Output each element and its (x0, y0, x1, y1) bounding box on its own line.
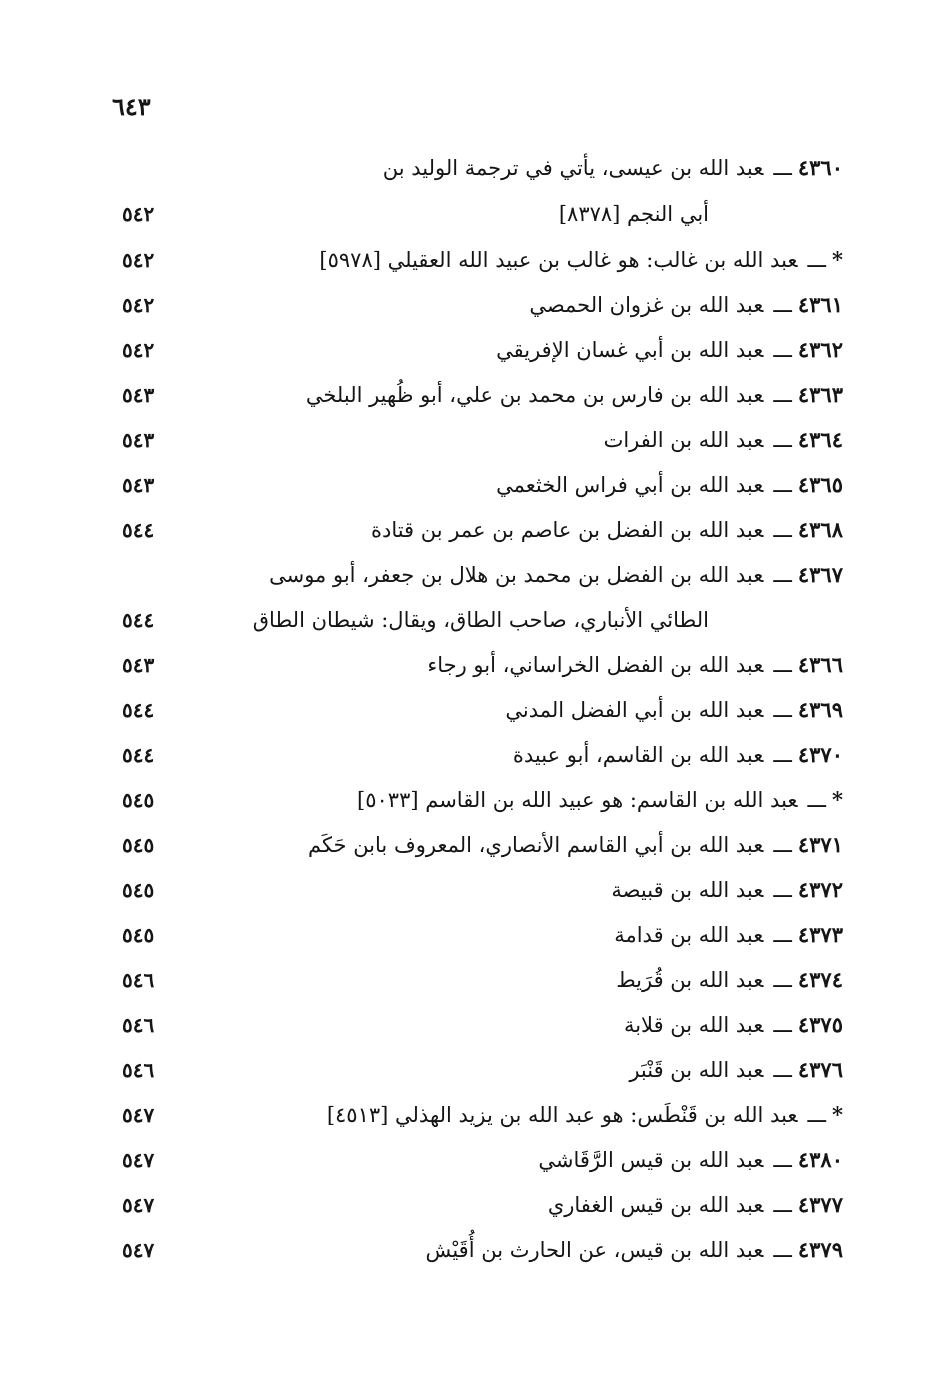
entry-number: ٤٣٦٨ (797, 517, 843, 542)
entry-number: ٤٣٧١ (797, 832, 843, 857)
entry-dash: ـــ (773, 1193, 792, 1217)
list-item (0, 780, 939, 820)
entry-title: عبد الله بن قَنْطَس: هو عبد الله بن يزيد الهذلي [٤٥١٣] (326, 1103, 798, 1127)
entry-dash: ـــ (807, 788, 827, 812)
entry-dash: ـــ (773, 1013, 792, 1037)
list-item (0, 420, 939, 460)
entry-title: عبد الله بن الفضل بن محمد بن هلال بن جعفر، أبو موسى (269, 563, 764, 587)
entry-title: عبد الله بن أبي فراس الخثعمي (496, 473, 764, 497)
entry-title: عبد الله بن قيس، عن الحارث بن أُقَيْش (425, 1238, 764, 1262)
entry-dash: ـــ (773, 338, 792, 362)
page-reference: ٥٤٦ (122, 1058, 155, 1082)
entry-title: عبد الله بن القاسم، أبو عبيدة (512, 743, 764, 767)
entry-title: عبد الله بن أبي غسان الإفريقي (496, 338, 764, 362)
entry-title-continued: أبي النجم [٨٣٧٨] (558, 202, 709, 226)
entry-number: ٤٣٧٧ (797, 1192, 843, 1217)
entry-title: عبد الله بن فارس بن محمد بن علي، أبو ظُهير البلخي (305, 383, 764, 407)
list-item (0, 690, 939, 730)
cross-reference-star: * (832, 787, 843, 812)
page-reference: ٥٤٣ (122, 428, 155, 452)
entry-dash: ـــ (773, 968, 792, 992)
page-reference: ٥٤٦ (122, 968, 155, 992)
entry-dash: ـــ (773, 1238, 792, 1262)
entry-title: عبد الله بن قيس الرَّقَاشي (538, 1148, 764, 1172)
list-item (0, 1050, 939, 1090)
list-item (0, 1185, 939, 1225)
entry-number: ٤٣٦٥ (797, 472, 843, 497)
entry-title: عبد الله بن غزوان الحمصي (529, 293, 764, 317)
entry-title: عبد الله بن أبي القاسم الأنصاري، المعروف بابن حَكَم (307, 833, 764, 857)
entry-dash: ـــ (807, 248, 827, 272)
entry-title: عبد الله بن الفضل الخراساني، أبو رجاء (427, 653, 764, 677)
page-reference: ٥٤٥ (122, 788, 155, 812)
entry-number: ٤٣٨٠ (797, 1147, 843, 1172)
entry-number: ٤٣٦٩ (797, 697, 843, 722)
page-reference: ٥٤٣ (122, 383, 155, 407)
page-reference: ٥٤٣ (122, 653, 155, 677)
entry-number: ٤٣٧٤ (797, 967, 843, 992)
list-item (0, 555, 939, 595)
cross-reference-star: * (832, 1102, 843, 1127)
entry-number: ٤٣٧٦ (797, 1057, 843, 1082)
entry-title: عبد الله بن قبيصة (611, 878, 764, 902)
page-reference: ٥٤٤ (122, 743, 155, 767)
entry-number: ٤٣٧٩ (797, 1237, 843, 1262)
entry-title: عبد الله بن قُرَيط (616, 968, 764, 992)
entry-dash: ـــ (773, 1148, 792, 1172)
entry-title: عبد الله بن القاسم: هو عبيد الله بن القاسم [٥٠٣٣] (357, 788, 798, 812)
entry-dash: ـــ (807, 1103, 827, 1127)
list-item (0, 1095, 939, 1135)
entry-dash: ـــ (773, 518, 792, 542)
entry-number: ٤٣٦٧ (797, 562, 843, 587)
entry-dash: ـــ (773, 563, 792, 587)
page-reference: ٥٤٦ (122, 1013, 155, 1037)
page-reference: ٥٤٥ (122, 923, 155, 947)
entry-title: عبد الله بن أبي الفضل المدني (505, 698, 764, 722)
entry-number: ٤٣٦٠ (797, 155, 843, 180)
entry-title: عبد الله بن قدامة (614, 923, 764, 947)
page-reference: ٥٤٢ (122, 293, 155, 317)
entry-title-continued: الطائي الأنباري، صاحب الطاق، ويقال: شيطان الطاق (252, 608, 709, 632)
entry-title: عبد الله بن قلابة (623, 1013, 764, 1037)
entry-dash: ـــ (773, 428, 792, 452)
list-item (0, 825, 939, 865)
page-reference: ٥٤٤ (122, 518, 155, 542)
page-reference: ٥٤٢ (122, 338, 155, 362)
entry-title: عبد الله بن قيس الغفاري (547, 1193, 764, 1217)
entry-dash: ـــ (773, 698, 792, 722)
page-reference: ٥٤٧ (122, 1148, 155, 1172)
entry-title: عبد الله بن غالب: هو غالب بن عبيد الله العقيلي [٥٩٧٨] (319, 248, 798, 272)
page-reference: ٥٤٢ (122, 202, 155, 226)
entry-dash: ـــ (773, 293, 792, 317)
list-item (0, 285, 939, 325)
list-item (0, 915, 939, 955)
page-reference: ٥٤٧ (122, 1193, 155, 1217)
list-item (0, 240, 939, 280)
cross-reference-star: * (832, 247, 843, 272)
list-item (0, 870, 939, 910)
entry-number: ٤٣٧٢ (797, 877, 843, 902)
entry-number: ٤٣٦١ (797, 292, 843, 317)
page-reference: ٥٤٣ (122, 473, 155, 497)
entry-dash: ـــ (773, 833, 792, 857)
page-reference: ٥٤٧ (122, 1103, 155, 1127)
list-item (0, 645, 939, 685)
entry-title: عبد الله بن الفرات (603, 428, 764, 452)
entry-dash: ـــ (773, 743, 792, 767)
entry-dash: ـــ (773, 923, 792, 947)
page-reference: ٥٤٧ (122, 1238, 155, 1262)
list-item (0, 735, 939, 775)
list-item (0, 1140, 939, 1180)
entry-title: عبد الله بن الفضل بن عاصم بن عمر بن قتادة (370, 518, 764, 542)
list-item (0, 148, 939, 188)
entry-dash: ـــ (773, 383, 792, 407)
list-item (0, 465, 939, 505)
entry-dash: ـــ (773, 653, 792, 677)
entry-dash: ـــ (773, 156, 792, 180)
entry-number: ٤٣٦٤ (797, 427, 843, 452)
page-reference: ٥٤٤ (122, 698, 155, 722)
entry-title: عبد الله بن عيسى، يأتي في ترجمة الوليد بن (382, 156, 764, 180)
entry-dash: ـــ (773, 878, 792, 902)
list-item (0, 1005, 939, 1045)
entry-number: ٤٣٦٣ (797, 382, 843, 407)
entry-number: ٤٣٧٣ (797, 922, 843, 947)
page-number: ٦٤٣ (112, 92, 151, 121)
entry-dash: ـــ (773, 473, 792, 497)
list-item (0, 194, 939, 234)
entry-number: ٤٣٧٠ (797, 742, 843, 767)
page-reference: ٥٤٢ (122, 248, 155, 272)
entry-number: ٤٣٦٦ (797, 652, 843, 677)
list-item (0, 600, 939, 640)
page-reference: ٥٤٥ (122, 833, 155, 857)
list-item (0, 510, 939, 550)
list-item (0, 1230, 939, 1270)
page-reference: ٥٤٤ (122, 608, 155, 632)
entry-dash: ـــ (773, 1058, 792, 1082)
entry-number: ٤٣٧٥ (797, 1012, 843, 1037)
entry-number: ٤٣٦٢ (797, 337, 843, 362)
list-item (0, 960, 939, 1000)
list-item (0, 375, 939, 415)
list-item (0, 330, 939, 370)
entry-title: عبد الله بن قَنْبَر (629, 1058, 764, 1082)
page-reference: ٥٤٥ (122, 878, 155, 902)
